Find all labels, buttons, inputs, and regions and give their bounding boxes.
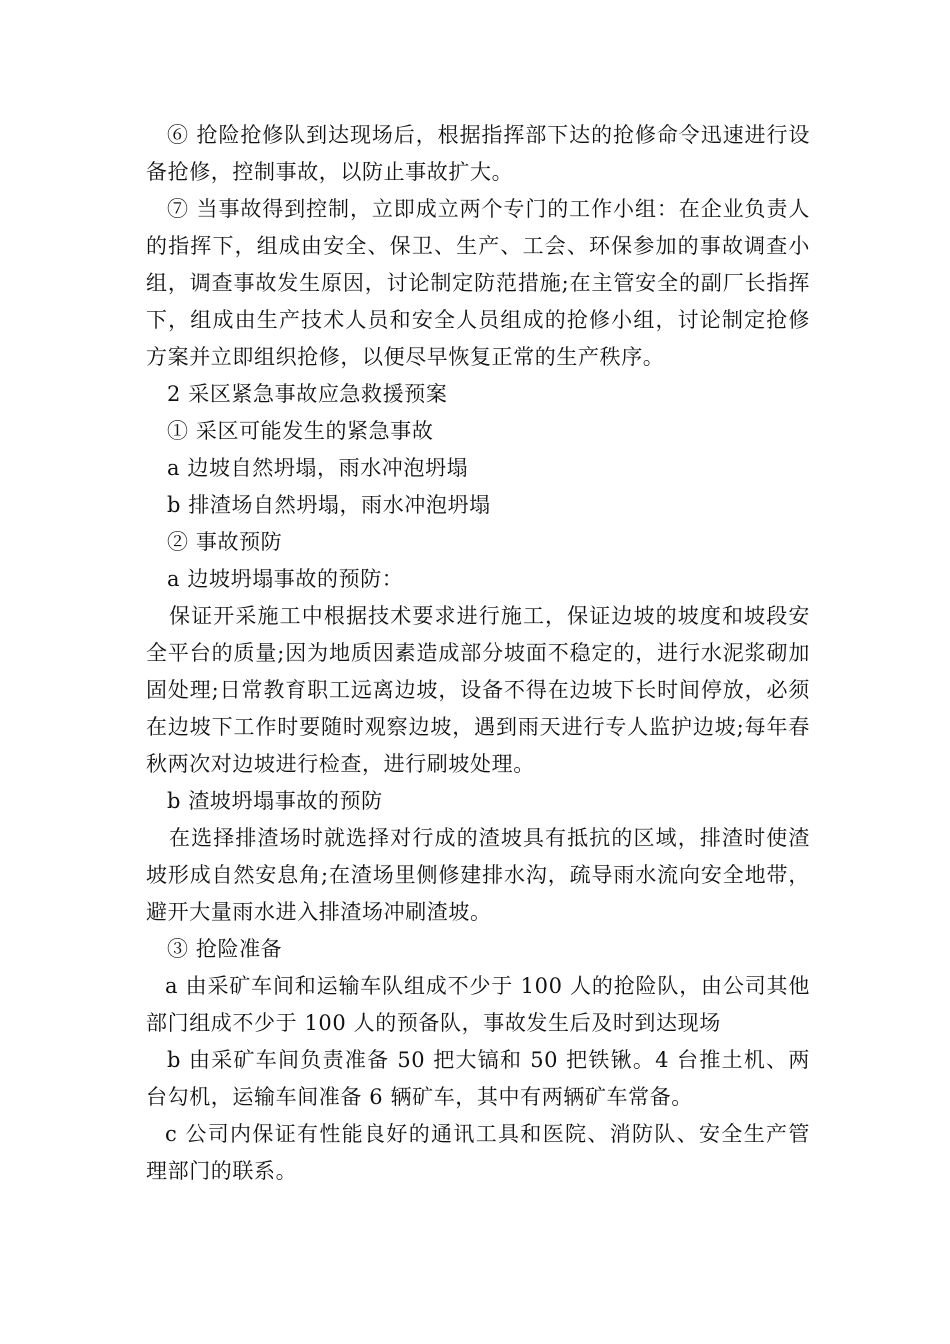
list-item-rescue-teams: a 由采矿车间和运输车队组成不少于 100 人的抢险队，由公司其他部门组成不少于 100 人的预备队，事故发生后及时到达现场 — [146, 974, 810, 1035]
list-item-dump-collapse: b 排渣场自然坍塌，雨水冲泡坍塌 — [167, 493, 491, 517]
section-heading-mining-area-plan: 2 采区紧急事故应急救援预案 — [167, 382, 448, 406]
paragraph-slag-slope-prevention: 在选择排渣场时就选择对行成的渣坡具有抵抗的区域，排渣时使渣坡形成自然安息角;在渣场里侧修建排水沟，疏导雨水流向安全地带，避开大量雨水进入排渣场冲刷渣坡。 — [146, 826, 810, 924]
list-item-slope-collapse: a 边坡自然坍塌，雨水冲泡坍塌 — [167, 456, 469, 480]
list-item-communication: c 公司内保证有性能良好的通讯工具和医院、消防队、安全生产管理部门的联系。 — [146, 1122, 810, 1183]
subheading-rescue-preparation: ③ 抢险准备 — [167, 937, 283, 961]
subheading-possible-accidents: ① 采区可能发生的紧急事故 — [167, 419, 434, 443]
subheading-slag-slope-prevention: b 渣坡坍塌事故的预防 — [167, 789, 383, 813]
paragraph-repair-team-arrival: ⑥ 抢险抢修队到达现场后，根据指挥部下达的抢修命令迅速进行设备抢修，控制事故，以防止事故扩大。 — [146, 123, 810, 184]
paragraph-working-groups: ⑦ 当事故得到控制，立即成立两个专门的工作小组：在企业负责人的指挥下，组成由安全、保卫、生产、工会、环保参加的事故调查小组，调查事故发生原因，讨论制定防范措施;在主管安全的副厂长指挥下，组成由生产技术人员和安全人员组成的抢修小组，讨论制定抢修方案并立即组织抢修，以便尽早恢复正常的生产秩序。 — [146, 197, 810, 369]
document-page — [146, 117, 810, 1190]
list-item-equipment: b 由采矿车间负责准备 50 把大镐和 50 把铁锹。4 台推土机、两台勾机，运输车间准备 6 辆矿车，其中有两辆矿车常备。 — [146, 1048, 810, 1109]
subheading-accident-prevention: ② 事故预防 — [167, 530, 283, 554]
paragraph-slope-prevention: 保证开采施工中根据技术要求进行施工，保证边坡的坡度和坡段安全平台的质量;因为地质因素造成部分坡面不稳定的，进行水泥浆砌加固处理;日常教育职工远离边坡，设备不得在边坡下长时间停放，必须在边坡下工作时要随时观察边坡，遇到雨天进行专人监护边坡;每年春秋两次对边坡进行检查，进行刷坡处理。 — [146, 604, 810, 776]
subheading-slope-prevention: a 边坡坍塌事故的预防： — [167, 567, 404, 591]
